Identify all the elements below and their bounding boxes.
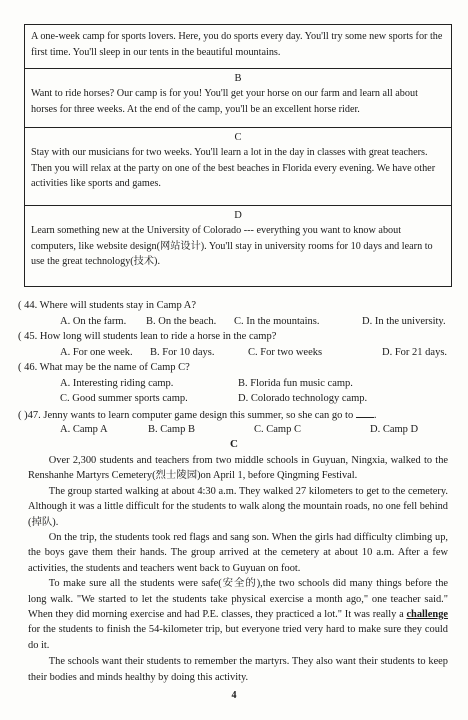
question-45-option-b: B. For 10 days. — [150, 346, 215, 358]
passage-paragraph-1: Over 2,300 students and teachers from two middle schools in Guyuan, Ningxia, walked to the Renshanhe Martyrs Cemetery(烈士陵园)on April 1, before Qingming Festival. — [28, 455, 448, 482]
camp-d-text: Learn something new at the University of Colorado --- everything you want to know about computers, like website design(网站设计). You'll stay in university rooms for 10 days and learn to use the great technology(技术). — [31, 225, 433, 267]
question-46-option-b: B. Florida fun music camp. — [238, 377, 353, 389]
camp-d-letter: D — [234, 210, 242, 221]
question-44-option-b: B. On the beach. — [146, 315, 217, 327]
question-44-option-d: D. In the university. — [362, 315, 446, 327]
paragraph-4-end: for the students to finish the 54-kilometer trip, but everyone tried very hard to make sure they could do it. — [28, 624, 448, 651]
passage-paragraph-5: The schools want their students to remember the martyrs. They also want their students to keep their bodies and minds healthy by doing this activity. — [28, 656, 448, 683]
camp-c-letter: C — [234, 132, 242, 143]
questions-section — [18, 298, 458, 438]
page-number: 4 — [231, 690, 237, 701]
question-46-option-c: C. Good summer sports camp. — [60, 393, 188, 404]
passage-paragraph-2: The group started walking at about 4:30 a.m. They walked 27 kilometers to get to the cemetery. Although it was a little difficult for the students to walk along the mountain roads, no one fell behind (掉队). — [28, 485, 448, 528]
paragraph-4-start: To make sure all the students were safe(安全的),the two schools did many things before the long walk. "We started to let the students take physical exercise a month ago," one teacher said." When they did morning exercise and had P.E. classes, they practiced a lot." It was really a — [28, 578, 448, 621]
question-44-option-a: A. On the farm. — [60, 315, 127, 327]
camp-b-box — [25, 69, 451, 128]
question-47-options — [18, 422, 458, 438]
question-47-option-d: D. Camp D — [370, 424, 419, 435]
question-45-option-a: A. For one week. — [60, 346, 133, 358]
question-44-options — [18, 314, 458, 330]
question-46-option-a: A. Interesting riding camp. — [60, 377, 174, 389]
question-47-option-b: B. Camp B — [148, 424, 195, 435]
question-45-options — [18, 345, 458, 361]
question-46-options-row-1 — [18, 376, 458, 392]
passage-title: C — [230, 438, 238, 450]
camp-c-box — [25, 128, 451, 206]
keyword-challenge: challenge — [406, 609, 448, 621]
question-44-stem: ( 44. Where will students stay in Camp A? — [18, 300, 196, 311]
question-47-option-a: A. Camp A — [60, 424, 108, 435]
question-46-options-row-2 — [18, 391, 458, 407]
camp-descriptions-table — [24, 24, 452, 287]
question-47-option-c: C. Camp C — [254, 424, 301, 435]
question-45-option-c: C. For two weeks — [248, 346, 323, 358]
camp-b-text: Want to ride horses? Our camp is for you! You'll get your horse on our farm and learn all about horses for three weeks. At the end of the camp, you'll be an excellent horse rider. — [31, 88, 418, 115]
question-44-option-c: C. In the mountains. — [234, 315, 320, 327]
question-47-stem: ( )47. Jenny wants to learn computer game design this summer, so she can go to — [18, 409, 354, 421]
question-47-row: ( )47. Jenny wants to learn computer game design this summer, so she can go to . — [18, 407, 458, 423]
passage-paragraph-4 — [28, 576, 448, 653]
camp-a-text: A one-week camp for sports lovers. Here, you do sports every day. You'll try some new sports for the first time. You'll sleep in our tents in the beautiful mountains. — [31, 31, 443, 58]
question-46-stem: ( 46. What may be the name of Camp C? — [18, 362, 190, 373]
question-45-stem: ( 45. How long will students lean to ride a horse in the camp? — [18, 331, 277, 342]
passage-paragraph-3: On the trip, the students took red flags and sang son. When the girls had difficulty climbing up, the boys gave them their hands. The group arrived at the cemetery at about 10 a.m. After a few activities, the students and teachers went back to Guyuan on foot. — [28, 532, 448, 574]
camp-b-letter: B — [234, 73, 242, 84]
camp-c-text: Stay with our musicians for two weeks. You'll learn a lot in the day in classes with great teachers. Then you will relax at the party on one of the best beaches in Florida every evening. We have other activities like sports and games. — [31, 147, 436, 189]
question-45-option-d: D. For 21 days. — [382, 346, 448, 358]
question-46-option-d: D. Colorado technology camp. — [238, 393, 368, 404]
reading-passage — [28, 453, 448, 685]
answer-blank — [356, 407, 374, 418]
camp-a-box — [25, 25, 451, 69]
camp-d-box — [25, 206, 451, 286]
